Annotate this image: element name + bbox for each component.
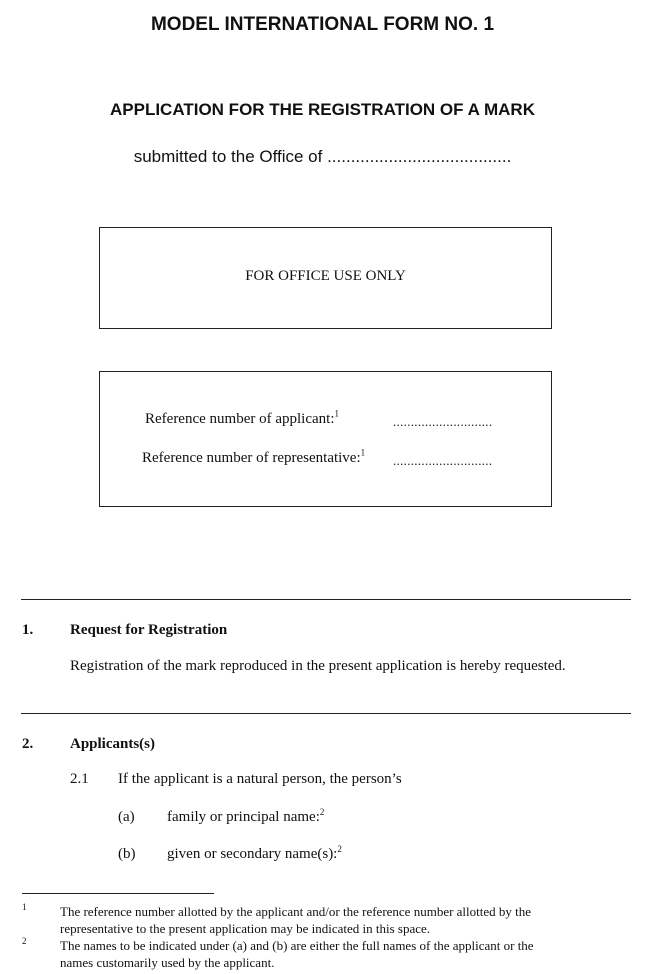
office-use-box <box>99 227 552 329</box>
subsection-2-1-number: 2.1 <box>70 771 89 787</box>
applicant-reference-row <box>145 410 339 428</box>
section-2-heading: Applicants(s) <box>70 736 156 752</box>
submitted-to-line: submitted to the Office of ....................................... <box>133 147 512 166</box>
office-use-label: FOR OFFICE USE ONLY <box>245 268 406 284</box>
form-title: MODEL INTERNATIONAL FORM NO. 1 <box>150 14 495 35</box>
item-a-marker: (a) <box>118 809 135 825</box>
item-b-marker: (b) <box>118 846 136 862</box>
item-a-row <box>167 809 324 826</box>
applicant-reference-label: Reference number of applicant: <box>145 411 335 427</box>
footnote-1-line-2: representative to the present application may be indicated in this space. <box>60 921 431 936</box>
footnote-1-text <box>60 903 630 937</box>
section-divider <box>21 599 631 600</box>
item-b-row <box>167 846 342 863</box>
section-1-text: Registration of the mark reproduced in the present application is hereby requested. <box>70 658 566 674</box>
section-1-number: 1. <box>22 622 34 638</box>
footnote-separator <box>22 893 214 894</box>
representative-reference-field[interactable]: ............................ <box>393 453 493 468</box>
section-2-number: 2. <box>22 736 34 752</box>
footnote-1-line-1: The reference number allotted by the applicant and/or the reference number allotted by the <box>60 904 532 919</box>
subsection-2-1-text: If the applicant is a natural person, the person’s <box>118 771 402 787</box>
footnote-ref-1: 1 <box>334 408 339 419</box>
footnote-ref-2: 2 <box>337 844 342 854</box>
representative-reference-label: Reference number of representative: <box>142 450 361 466</box>
given-name-label: given or secondary name(s): <box>167 846 338 862</box>
footnote-2-number: 2 <box>22 936 27 946</box>
section-divider <box>21 713 631 714</box>
footnote-ref-2: 2 <box>319 807 325 817</box>
section-1-heading: Request for Registration <box>70 622 228 638</box>
reference-numbers-box <box>99 371 552 507</box>
footnote-1-number: 1 <box>22 902 27 912</box>
applicant-reference-field[interactable]: ............................ <box>393 414 493 429</box>
footnote-2-line-1: The names to be indicated under (a) and (b) are either the full names of the applicant or the <box>60 938 534 953</box>
footnote-2-line-2: names customarily used by the applicant. <box>60 955 275 970</box>
footnote-2-text <box>60 937 630 971</box>
footnote-ref-1: 1 <box>360 447 366 458</box>
representative-reference-row <box>142 449 365 467</box>
form-subtitle: APPLICATION FOR THE REGISTRATION OF A MARK <box>110 100 535 119</box>
family-name-label: family or principal name: <box>167 809 320 825</box>
